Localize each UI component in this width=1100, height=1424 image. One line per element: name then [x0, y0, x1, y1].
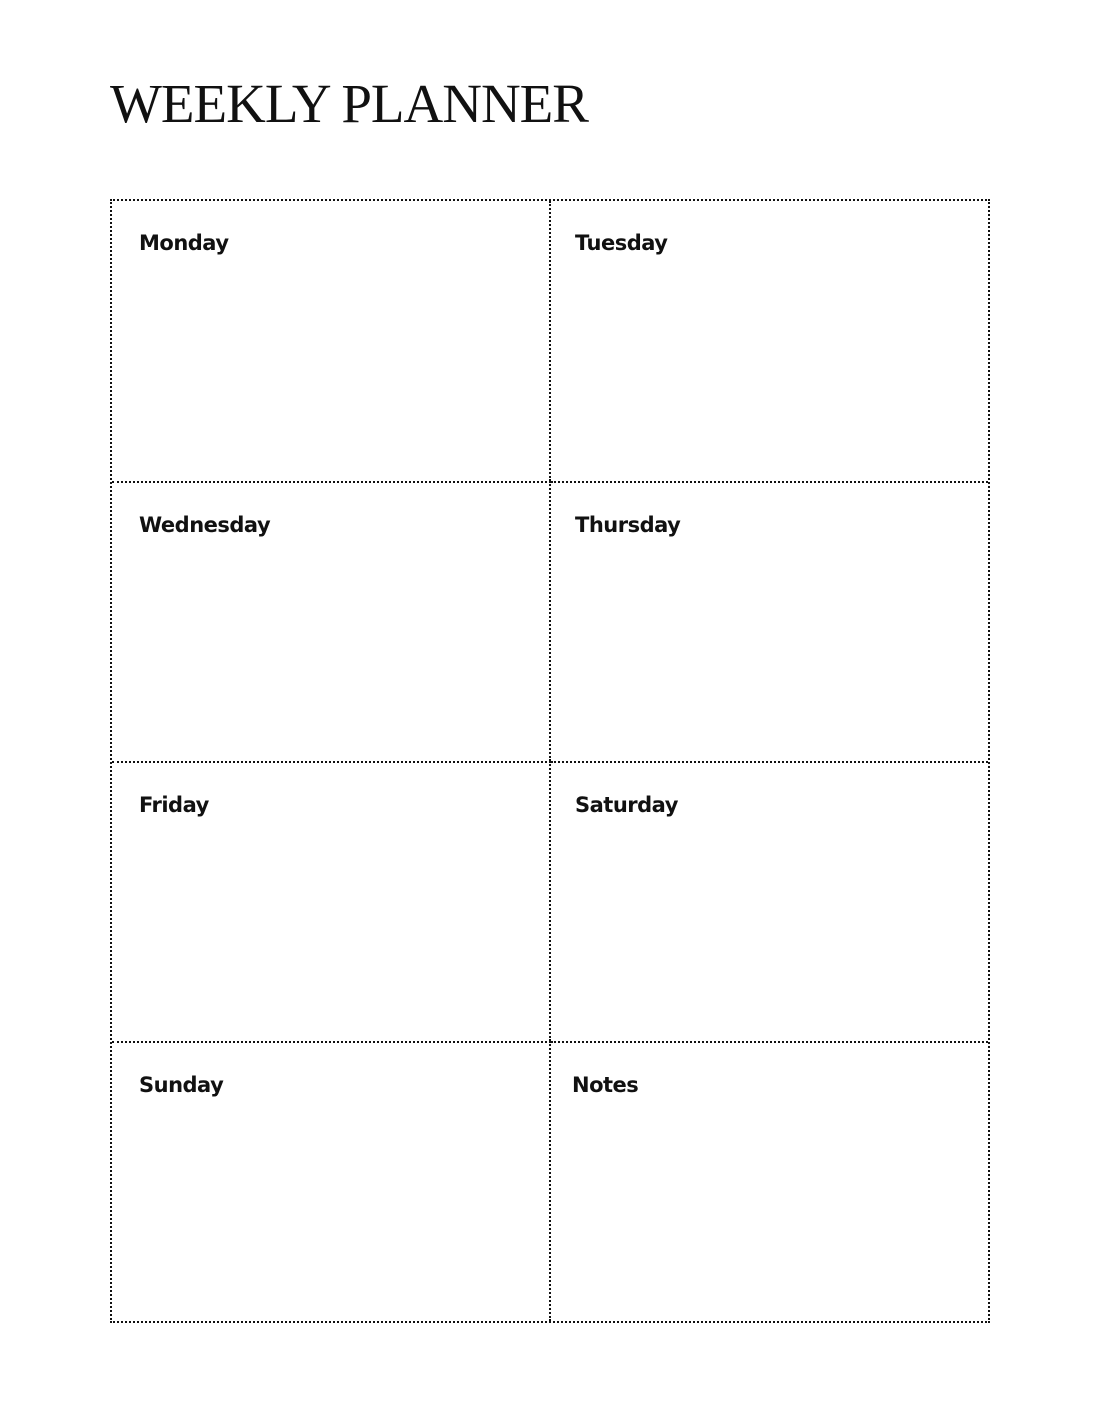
day-cell-friday[interactable] [112, 761, 551, 1041]
day-label: Friday [139, 793, 209, 817]
day-cell-monday[interactable] [112, 201, 551, 481]
day-label: Wednesday [139, 513, 271, 537]
day-label: Saturday [575, 793, 678, 817]
day-label: Tuesday [575, 231, 668, 255]
notes-cell[interactable] [551, 1041, 988, 1321]
notes-label: Notes [572, 1073, 639, 1097]
page-title: WEEKLY PLANNER [110, 73, 588, 134]
day-cell-saturday[interactable] [551, 761, 988, 1041]
day-label: Monday [139, 231, 229, 255]
day-label: Thursday [575, 513, 681, 537]
day-cell-wednesday[interactable] [112, 481, 551, 761]
day-cell-tuesday[interactable] [551, 201, 988, 481]
day-cell-thursday[interactable] [551, 481, 988, 761]
day-cell-sunday[interactable] [112, 1041, 551, 1321]
planner-grid [110, 199, 990, 1323]
day-label: Sunday [139, 1073, 224, 1097]
